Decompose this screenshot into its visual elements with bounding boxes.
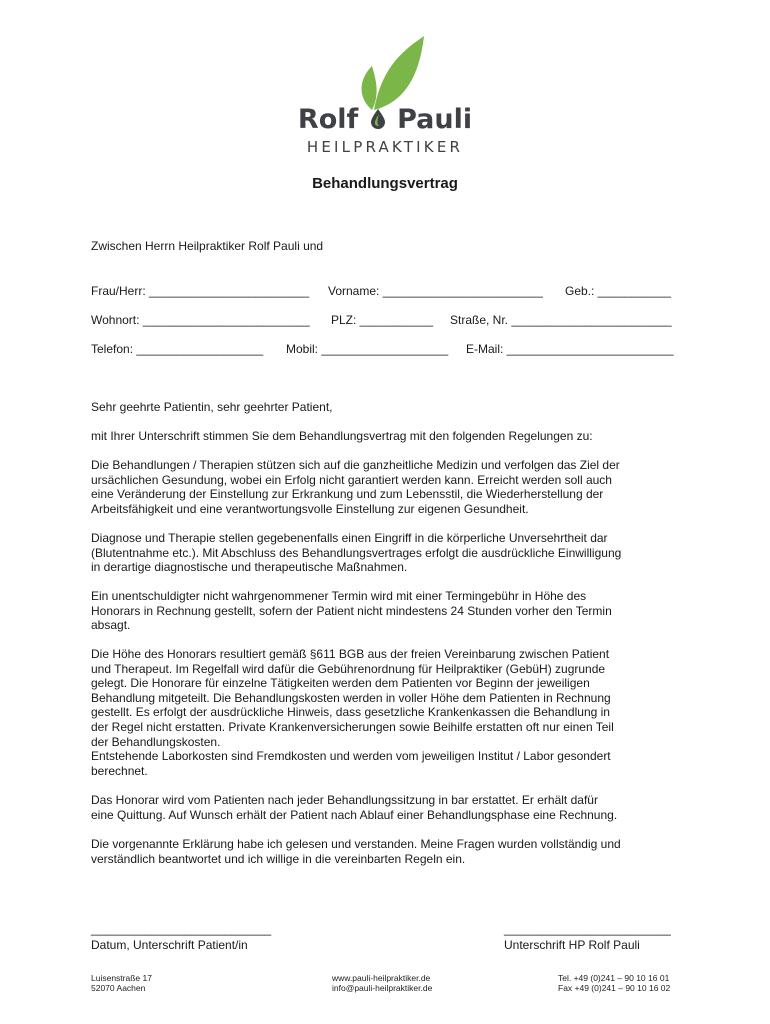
signature-label-practitioner: Unterschrift HP Rolf Pauli bbox=[504, 938, 640, 952]
footer-email: info@pauli-heilpraktiker.de bbox=[332, 983, 433, 993]
text-line: Das Honorar wird vom Patienten nach jeder Behandlungssitzung in bar erstattet. Er erhält dafür bbox=[91, 793, 598, 807]
signature-line-practitioner: _________________________ bbox=[504, 922, 671, 936]
text-line: Ein unentschuldigter nicht wahrgenommener Termin wird mit einer Termingebühr in Höhe des bbox=[91, 589, 587, 603]
lead-text: mit Ihrer Unterschrift stimmen Sie dem Behandlungsvertrag mit den folgenden Regelungen zu: bbox=[91, 429, 593, 443]
text-line: Die Behandlungen / Therapien stützen sich auf die ganzheitliche Medizin und verfolgen das Ziel der bbox=[91, 458, 620, 472]
text-line: in derartige diagnostische und therapeutische Maßnahmen. bbox=[91, 560, 408, 575]
brand-name bbox=[0, 104, 770, 135]
footer-street: Luisenstraße 17 bbox=[91, 973, 152, 983]
footer-city: 52070 Aachen bbox=[91, 983, 146, 993]
text-line: eine Quittung. Auf Wunsch erhält der Patient nach Ablauf einer Behandlungsphase eine Rechnung. bbox=[91, 807, 618, 822]
field-mobil: Mobil: ___________________ bbox=[286, 342, 449, 356]
field-strasse: Straße, Nr. ________________________ bbox=[450, 313, 672, 327]
text-line: und Therapeut. Im Regelfall wird dafür die Gebührenordnung für Heilpraktiker (GebüH) zugrunde bbox=[91, 661, 606, 676]
paragraph-payment bbox=[91, 793, 691, 822]
intro-text: Zwischen Herrn Heilpraktiker Rolf Pauli und bbox=[91, 239, 324, 253]
text-line: Behandlung mitgeteilt. Die Behandlungskosten werden in voller Höhe dem Patienten in Rechnung bbox=[91, 690, 611, 705]
paragraph-fees bbox=[91, 647, 691, 778]
paragraph-goals bbox=[91, 458, 691, 516]
text-line: (Blutentnahme etc.). Mit Abschluss des Behandlungsvertrages erfolgt die ausdrückliche Einwilligung bbox=[91, 545, 622, 560]
field-geb: Geb.: ___________ bbox=[565, 284, 672, 298]
text-line: absagt. bbox=[91, 618, 131, 633]
text-line: berechnet. bbox=[91, 763, 148, 778]
field-email: E-Mail: _________________________ bbox=[466, 342, 674, 356]
text-line: Arbeitsfähigkeit und eine verantwortungsvolle Einstellung zur eigenen Gesundheit. bbox=[91, 501, 529, 516]
text-line: Die vorgenannte Erklärung habe ich gelesen und verstanden. Meine Fragen wurden vollständig und bbox=[91, 837, 621, 851]
drop-icon bbox=[370, 108, 386, 130]
text-line: gelegt. Die Honorare für einzelne Tätigkeiten werden dem Patienten vor Beginn der jeweiligen bbox=[91, 676, 590, 691]
field-plz: PLZ: ___________ bbox=[331, 313, 434, 327]
text-line: der Behandlungskosten. bbox=[91, 734, 221, 749]
footer-fax: Fax +49 (0)241 – 90 10 16 02 bbox=[558, 983, 671, 993]
text-line: eine Veränderung der Einstellung zur Erkrankung und zum Lebensstil, die Wiederherstellung der bbox=[91, 487, 604, 502]
footer-tel: Tel. +49 (0)241 – 90 10 16 01 bbox=[558, 973, 670, 983]
text-line: Diagnose und Therapie stellen gegebenenfalls einen Eingriff in die körperliche Unversehrtheit dar bbox=[91, 531, 608, 545]
text-line: der Regel nicht erstatten. Private Krankenversicherungen sowie Beihilfe erstatten oft nur einen Teil bbox=[91, 719, 614, 734]
field-vorname: Vorname: ________________________ bbox=[328, 284, 543, 298]
text-line: verständlich beantwortet und ich willige in die vereinbarten Regeln ein. bbox=[91, 851, 466, 866]
field-wohnort: Wohnort: _________________________ bbox=[91, 313, 310, 327]
footer-address bbox=[91, 973, 152, 993]
salutation: Sehr geehrte Patientin, sehr geehrter Patient, bbox=[91, 400, 333, 414]
field-frau-herr: Frau/Herr: ________________________ bbox=[91, 284, 310, 298]
signature-label-patient: Datum, Unterschrift Patient/in bbox=[91, 938, 248, 952]
footer-web bbox=[332, 973, 432, 993]
paragraph-missed-appointment bbox=[91, 589, 691, 633]
paragraph-consent bbox=[91, 531, 691, 575]
brand-subtitle: HEILPRAKTIKER bbox=[306, 138, 464, 156]
brand-first: Rolf bbox=[297, 104, 359, 135]
text-line: Die Höhe des Honorars resultiert gemäß §611 BGB aus der freien Vereinbarung zwischen Patient bbox=[91, 647, 610, 661]
paragraph-declaration bbox=[91, 837, 691, 866]
field-telefon: Telefon: ___________________ bbox=[91, 342, 264, 356]
footer-website: www.pauli-heilpraktiker.de bbox=[332, 973, 431, 983]
text-line: ursächlichen Gesundung, wobei ein Erfolg nicht garantiert werden kann. Erreicht werden soll auch bbox=[91, 472, 612, 487]
text-line: gestellt. Es erfolgt der ausdrückliche Hinweis, dass gesetzliche Krankenkassen die Behandlung in bbox=[91, 705, 610, 720]
footer-phone bbox=[558, 973, 670, 993]
text-line: Entstehende Laborkosten sind Fremdkosten und werden vom jeweiligen Institut / Labor gesondert bbox=[91, 749, 611, 764]
brand-last: Pauli bbox=[397, 104, 473, 135]
signature-line-patient: ___________________________ bbox=[91, 922, 272, 936]
document-title: Behandlungsvertrag bbox=[312, 175, 458, 192]
text-line: Honorars in Rechnung gestellt, sofern der Patient nicht mindestens 24 Stunden vorher den Termin bbox=[91, 603, 612, 618]
